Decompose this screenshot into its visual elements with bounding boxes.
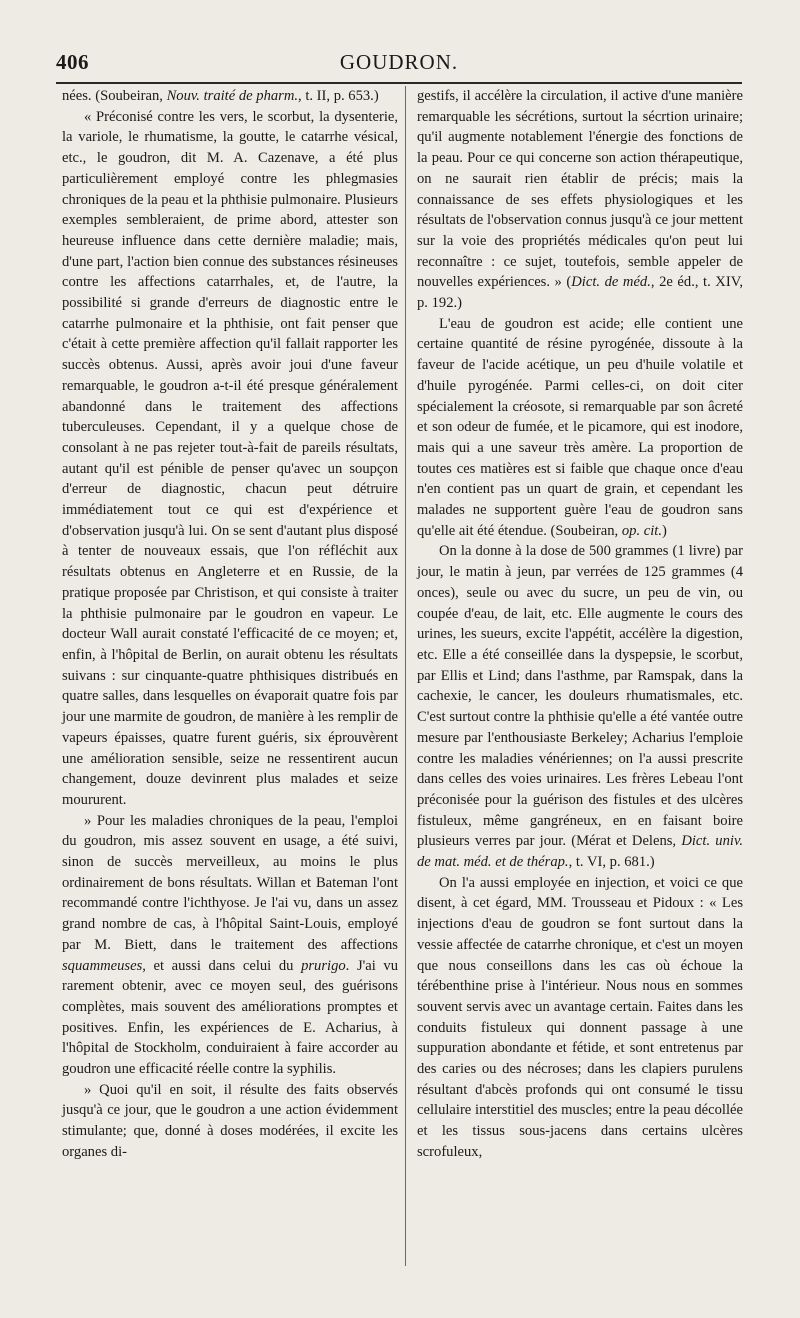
column-divider	[405, 86, 406, 1266]
running-title: GOUDRON.	[339, 50, 459, 74]
paragraph: L'eau de goudron est acide; elle contient une certaine quantité de résine pyrogénée, dissoute à la faveur de l'acide acétique, un peu d'huile volatile et d'huile pyrogénée. Parmi celles-ci, on doit citer spécialement la créosote, si remarquable par son âcreté et son odeur de fumée, et le picamore, qui est inodore, mais qui a une saveur très amère. La proportion de toutes ces matières est si faible que chaque once d'eau n'en contient pas un quart de grain, et cependant les malades ne supportent guère l'eau de goudron sans qu'elle ait été étendue. (Soubeiran, op. cit.)	[417, 315, 743, 539]
page-header	[56, 48, 742, 84]
paragraph: » Pour les maladies chroniques de la peau, l'emploi du goudron, mis assez souvent en usage, a été suivi, sinon de succès merveilleux, au moins le plus ordinairement de bons résultats. Willan et Bateman l'ont recommandé contre l'ichthyose. Je l'ai vu, dans un assez grand nombre de cas, à l'hôpital Saint-Louis, employé par M. Biett, dans le traitement des affections squammeuses, et aussi dans celui du prurigo. J'ai vu rarement obtenir, avec ce moyen seul, des guérisons complètes, mais souvent des améliorations promptes et positives. Enfin, les expériences de E. Acharius, à l'hôpital de Stockholm, conduiraient à faire accorder au goudron une efficacité réelle contre la syphilis.	[62, 812, 398, 1078]
right-column	[417, 86, 743, 1163]
paragraph: gestifs, il accélère la circulation, il active d'une manière remarquable les sécrétions, surtout la sécrtion urinaire; qu'il augmente notablement l'énergie des fonctions de la peau. Pour ce qui concerne son action thérapeutique, on ne saurait rien établir de précis; mais la connaissance de ses effets physiologiques et les résultats de l'observation connus jusqu'à ce jour mettent sur la voie des propriétés médicales qu'on peut lui reconnaître : ce sujet, toutefois, semble appeler de nouvelles expériences. » (Dict. de méd., 2e éd., t. XIV, p. 192.)	[417, 88, 743, 312]
paragraph: nées. (Soubeiran, Nouv. traité de pharm., t. II, p. 653.)	[62, 88, 379, 104]
left-column	[62, 86, 398, 1163]
paragraph: On l'a aussi employée en injection, et voici ce que disent, à cet égard, MM. Trousseau et Pidoux : « Les injections d'eau de goudron se font surtout dans la vessie affectée de catarrhe chronique, et c'est un moyen que nous conseillons dans les cas où échoue la térébenthine prise à l'intérieur. Nous nous en sommes souvent servis avec un avantage certain. Faites dans les conduits fistuleux qui donnent passage à une suppuration abondante et fétide, et sont entretenus par des caries ou des nécroses; dans les clapiers purulens résultant d'abcès profonds qui ont consumé le tissu cellulaire interstitiel des muscles; entre la peau décollée et les tissus sous-jacens dans certains ulcères scrofuleux,	[417, 874, 743, 1160]
paragraph: « Préconisé contre les vers, le scorbut, la dysenterie, la variole, le rhumatisme, la goutte, le catarrhe vésical, etc., le goudron, dit M. A. Cazenave, a été plus particulièrement employé contre les phlegmasies chroniques de la peau et la phthisie pulmonaire. Plusieurs exemples sembleraient, de prime abord, attester son heureuse influence dans cette dernière maladie; mais, d'une part, l'action bien connue des substances résineuses contre les affections catarrhales, et, de l'autre, la possibilité si grande d'erreurs de diagnostic entre le catarrhe pulmonaire et la phthisie, ont fait penser que c'était à cette première affection qu'il fallait rapporter les succès obtenus. Aussi, après avoir joui d'une faveur remarquable, le goudron a-t-il été presque généralement abandonné dans le traitement des affections tuberculeuses. Cependant, il y a quelque chose de consolant à ne pas rejeter tout-à-fait de pareils résultats, autant qu'il est pénible de penser qu'avec un soupçon d'erreur de diagnostic, chacun peut détruire immédiatement tout ce qui est d'expérience et d'observation jusqu'à lui. On se sent d'autant plus disposé à tenter de nouveaux essais, que l'on réfléchit aux résultats obtenus en Angleterre et en Russie, de la pratique proposée par Christison, et qui consiste à traiter la phthisie pulmonaire par le goudron en vapeur. Le docteur Wall aurait constaté l'efficacité de ce moyen; et, enfin, à l'hôpital de Berlin, on aurait obtenu les résultats suivans : sur cinquante-quatre phthisiques distribués en quatre salles, dans lesquelles on évaporait quatre fois par jour une marmite de goudron, de manière à les remplir de vapeurs épaisses, quatre furent guéris, six éprouvèrent une amélioration sensible, seize ne ressentirent aucun changement, douze devinrent plus malades et seize moururent.	[62, 108, 398, 808]
page-number: 406	[56, 50, 89, 74]
paragraph: On la donne à la dose de 500 grammes (1 livre) par jour, le matin à jeun, par verrées de 125 grammes (4 onces), seule ou avec du sucre, un peu de vin, ou coupée d'eau, de lait, etc. Elle augmente le cours des urines, les sueurs, excite l'appétit, accélère la digestion, etc. Elle a été conseillée dans la dyspepsie, le scorbut, par Ellis et Lind; dans l'asthme, par Ramspak, dans la cachexie, le cancer, les douleurs rhumatismales, etc. C'est surtout contre la phthisie qu'elle a été vantée outre mesure par l'enthousiaste Berkeley; Acharius l'emploie contre les maladies vénériennes; on l'a aussi prescrite dans celles des voies urinaires. Les frères Lebeau l'ont préconisée pour la guérison des fistules et des ulcères fistuleux, même gangréneux, en en faisant boire plusieurs verres par jour. (Mérat et Delens, Dict. univ. de mat. méd. et de thérap., t. VI, p. 681.)	[417, 543, 743, 871]
paragraph: » Quoi qu'il en soit, il résulte des faits observés jusqu'à ce jour, que le goudron a une action évidemment stimulante; que, donné à doses modérées, il excite les organes di-	[62, 1081, 398, 1160]
